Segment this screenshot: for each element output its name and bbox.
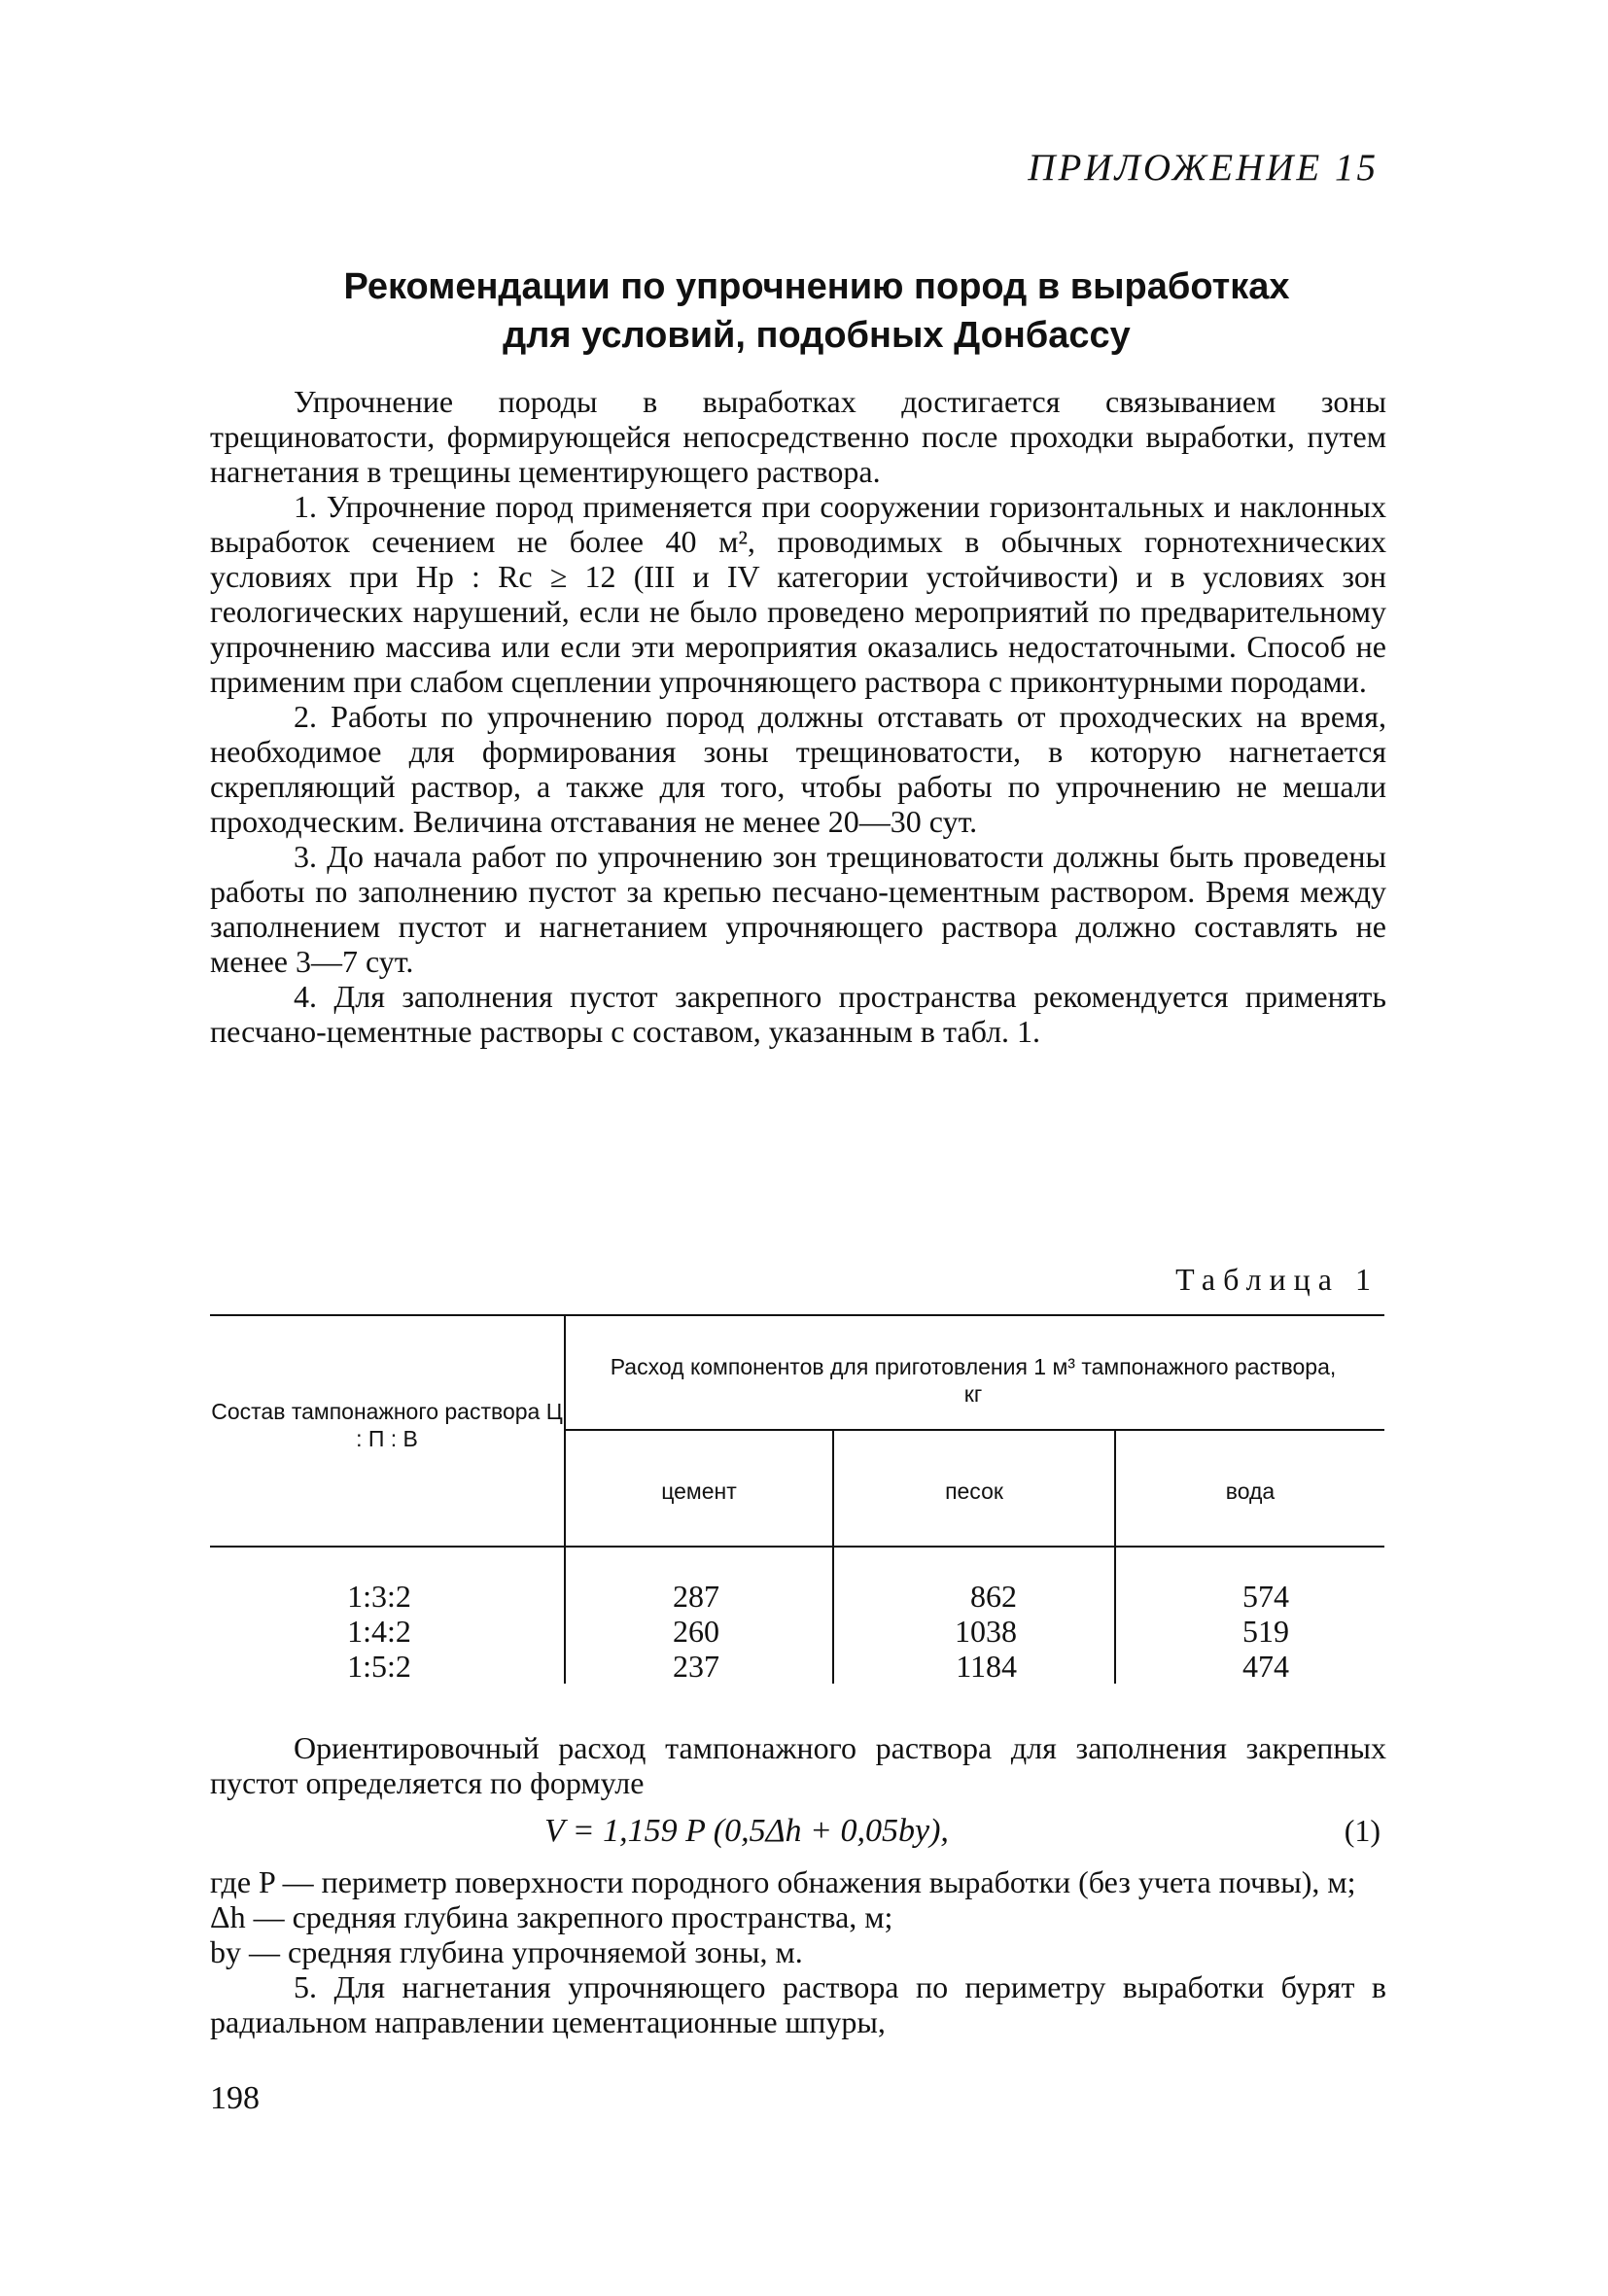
- table-caption: Таблица 1: [1175, 1262, 1379, 1297]
- cell-sand: 1038: [955, 1614, 1017, 1649]
- intro-paragraph: Упрочнение породы в выработках достигается связыванием зоны трещиноватости, формирующейся непосредственно после проходки выработки, путем нагнетания в трещины цементирующего раствора.: [210, 384, 1386, 489]
- group-header: Расход компонентов для приготовления 1 м³ тампонажного раствора, кг: [610, 1354, 1337, 1407]
- item-2: 2. Работы по упрочнению пород должны отставать от проходческих на время, необходимое для формирования зоны трещиноватости, в которую нагнетается скрепляющий раствор, а также для того, чтобы работы по упрочнению не мешали проходческим. Величина отставания не менее 20—30 сут.: [210, 699, 1386, 839]
- item-3: 3. До начала работ по упрочнению зон трещиноватости должны быть проведены работы по заполнению пустот за крепью песчано-цементным раствором. Время между заполнением пустот и нагнетанием упрочняющего раствора должно составлять не менее 3—7 сут.: [210, 839, 1386, 979]
- cell-water: 574: [1242, 1579, 1289, 1614]
- page-title: [243, 262, 1390, 360]
- where-p: где P — периметр поверхности породного обнажения выработки (без учета почвы), м;: [210, 1864, 1356, 1899]
- where-by: bу — средняя глубина упрочняемой зоны, м.: [210, 1934, 803, 1969]
- title-line-2: для условий, подобных Донбассу: [503, 315, 1131, 356]
- item-4: 4. Для заполнения пустот закрепного пространства рекомендуется применять песчано-цементные растворы с составом, указанным в табл. 1.: [210, 979, 1386, 1049]
- table-top-rule: [210, 1314, 1384, 1316]
- table-col-divider-3: [1114, 1431, 1116, 1684]
- body-text-top: [210, 384, 1386, 1049]
- appendix-header: ПРИЛОЖЕНИЕ 15: [1028, 147, 1379, 189]
- sub-header-sand: песок: [945, 1478, 1003, 1504]
- body-text-bottom: [210, 1864, 1386, 2039]
- formula: V = 1,159 P (0,5Δh + 0,05bу),: [544, 1813, 949, 1849]
- body-text-after-table: [210, 1730, 1386, 1800]
- table-group-rule: [566, 1429, 1384, 1431]
- sub-header-cement: цемент: [661, 1478, 737, 1504]
- mix-table: [210, 1314, 1384, 1684]
- table-col-divider-2: [832, 1431, 834, 1684]
- item-1: 1. Упрочнение пород применяется при сооружении горизонтальных и наклонных выработок сечением не более 40 м², проводимых в обычных горнотехнических условиях при Hр : Rс ≥ 12 (III и IV категории устойчивости) и в условиях зон геологических нарушений, если не было проведено мероприятий по предварительному упрочнению массива или если эти мероприятия оказались недостаточными. Способ не применим при слабом сцеплении упрочняющего раствора с приконтурными породами.: [210, 489, 1386, 699]
- cell-cement: 260: [673, 1614, 719, 1649]
- cell-cement: 287: [673, 1579, 719, 1614]
- item-5: 5. Для нагнетания упрочняющего раствора по периметру выработки бурят в радиальном направлении цементационные шпуры,: [210, 1969, 1386, 2039]
- cell-cement: 237: [673, 1649, 719, 1684]
- cell-mix: 1:4:2: [347, 1614, 411, 1649]
- col-header-mix: Состав тампонажного раствора Ц : П : В: [211, 1399, 563, 1451]
- formula-number: (1): [1344, 1813, 1381, 1848]
- cell-mix: 1:3:2: [347, 1579, 411, 1614]
- table-header-rule: [210, 1546, 1384, 1548]
- sub-header-water: вода: [1225, 1478, 1276, 1504]
- cell-sand: 1184: [956, 1649, 1017, 1684]
- title-line-1: Рекомендации по упрочнению пород в выработках: [343, 266, 1290, 307]
- cell-water: 474: [1242, 1649, 1289, 1684]
- formula-intro: Ориентировочный расход тампонажного раствора для заполнения закрепных пустот определяется по формуле: [210, 1730, 1386, 1800]
- cell-sand: 862: [970, 1579, 1017, 1614]
- cell-water: 519: [1242, 1614, 1289, 1649]
- where-dh: Δh — средняя глубина закрепного пространства, м;: [210, 1899, 893, 1934]
- page-number: 198: [210, 2080, 260, 2116]
- cell-mix: 1:5:2: [347, 1649, 411, 1684]
